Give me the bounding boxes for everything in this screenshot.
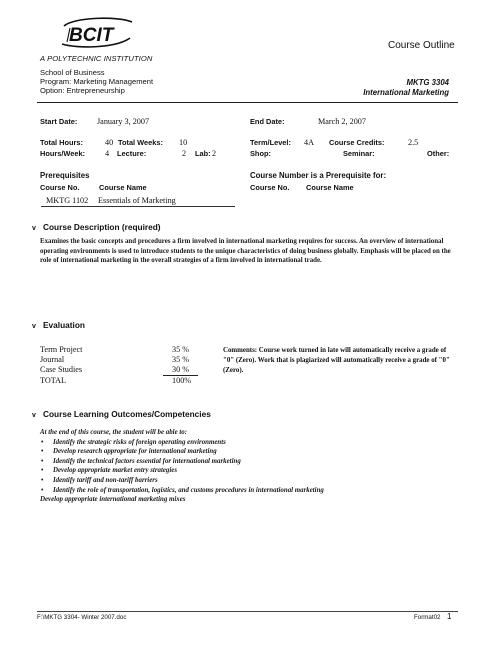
list-item: • Identify the role of transportation, logistics, and customs procedures in international marketing (40, 486, 460, 496)
prereq-course-name: Essentials of Marketing (98, 196, 176, 205)
end-date-value: March 2, 2007 (318, 117, 366, 126)
seminar-label: Seminar: (343, 149, 375, 158)
bcit-logo-icon (58, 14, 136, 50)
evaluation-row (40, 345, 82, 354)
term-level-value: 4A (304, 138, 315, 147)
start-date-value: January 3, 2007 (97, 117, 150, 126)
list-item: • Identify the strategic risks of foreign operating environments (40, 438, 460, 448)
evaluation-pct: 30 % (172, 365, 190, 374)
prereq-course-no-header: Course No. (40, 183, 80, 192)
prereq-row-underline (41, 206, 235, 207)
evaluation-item: Term Project (40, 345, 83, 354)
list-item: • Develop appropriate market entry strategies (40, 466, 460, 476)
course-credits-label: Course Credits: (329, 138, 385, 147)
evaluation-item: Journal (40, 355, 65, 364)
total-weeks-value: 10 (179, 138, 188, 147)
section-bullet-icon: v (32, 225, 36, 232)
end-date-label: End Date: (250, 117, 285, 126)
start-date-label: Start Date: (40, 117, 78, 126)
evaluation-heading (32, 320, 85, 330)
evaluation-title: Evaluation (43, 320, 85, 330)
learning-outcomes-title: Course Learning Outcomes/Competencies (43, 409, 211, 419)
course-description-text: Examines the basic concepts and procedures a firm involved in international marketing requires for success. An overview of international operating environments is used to introduce students to the unique characteristics of doing business globally. Emphasis will be placed on the role of international marketing in the overall strategies of a firm involved in international trade. (40, 238, 451, 265)
section-bullet-icon: v (32, 412, 36, 419)
prereq-course-name-header: Course Name (99, 183, 147, 192)
logo-text: BCIT (69, 25, 114, 46)
course-credits-value: 2.5 (408, 138, 419, 147)
footer-filename: F:\MKTG 3304- Winter 2007.doc (37, 614, 127, 621)
document-type: Course Outline (388, 40, 455, 51)
prereq-for-course-name-header: Course Name (306, 183, 354, 192)
term-level-label: Term/Level: (250, 138, 291, 147)
list-item: • Develop research appropriate for international marketing (40, 447, 460, 457)
prereq-for-course-no-header: Course No. (250, 183, 290, 192)
lab-label: Lab: (195, 149, 211, 158)
evaluation-pct: 35 % (172, 345, 190, 354)
course-description-title: Course Description (required) (43, 222, 161, 232)
other-label: Other: (427, 149, 450, 158)
total-weeks-label: Total Weeks: (118, 138, 163, 147)
total-hours-label: Total Hours: (40, 138, 83, 147)
prerequisites-title: Prerequisites (40, 171, 90, 180)
footer-divider (37, 611, 458, 612)
list-item: • Identify the technical factors essential for international marketing (40, 457, 460, 467)
program-option: Option: Entrepreneurship (40, 86, 125, 95)
evaluation-pct: 35 % (172, 355, 190, 364)
learning-outcomes-list (40, 428, 460, 505)
program-name: Program: Marketing Management (40, 77, 154, 86)
header-divider (37, 102, 458, 103)
evaluation-comments: Comments: Course work turned in late will automatically receive a grade of "0" (Zero). Work that is plagiarized will automatically receive a grade of "0" (Zero). (223, 347, 450, 374)
course-title: International Marketing (363, 88, 449, 97)
total-hours-value: 40 (105, 138, 114, 147)
prereq-course-no: MKTG 1102 (46, 196, 89, 205)
hours-week-label: Hours/Week: (40, 149, 86, 158)
course-description-heading (32, 222, 161, 232)
learning-outcomes-heading (32, 409, 211, 419)
institution-tagline: A POLYTECHNIC INSTITUTION (40, 54, 153, 63)
outcomes-intro: At the end of this course, the student will be able to: (40, 429, 188, 436)
shop-label: Shop: (250, 149, 271, 158)
lecture-label: Lecture: (117, 149, 147, 158)
evaluation-row (40, 355, 64, 364)
lab-value: 2 (212, 149, 217, 158)
lecture-value: 2 (182, 149, 187, 158)
list-item: • Identify tariff and non-tariff barriers (40, 476, 460, 486)
section-bullet-icon: v (32, 323, 36, 330)
hours-week-value: 4 (105, 149, 110, 158)
page-number: 1 (447, 612, 452, 621)
evaluation-item: TOTAL (40, 376, 67, 385)
evaluation-row (40, 365, 82, 374)
evaluation-pct: 100% (172, 376, 192, 385)
course-code: MKTG 3304 (406, 78, 449, 87)
prerequisite-for-title: Course Number is a Prerequisite for: (250, 171, 387, 180)
outcomes-closing: Develop appropriate international marketing mixes (40, 496, 186, 504)
school-name: School of Business (40, 68, 105, 77)
evaluation-row (40, 376, 66, 385)
footer-format: Format02 (414, 614, 441, 621)
evaluation-item: Case Studies (40, 365, 83, 374)
bcit-logo (58, 14, 136, 50)
